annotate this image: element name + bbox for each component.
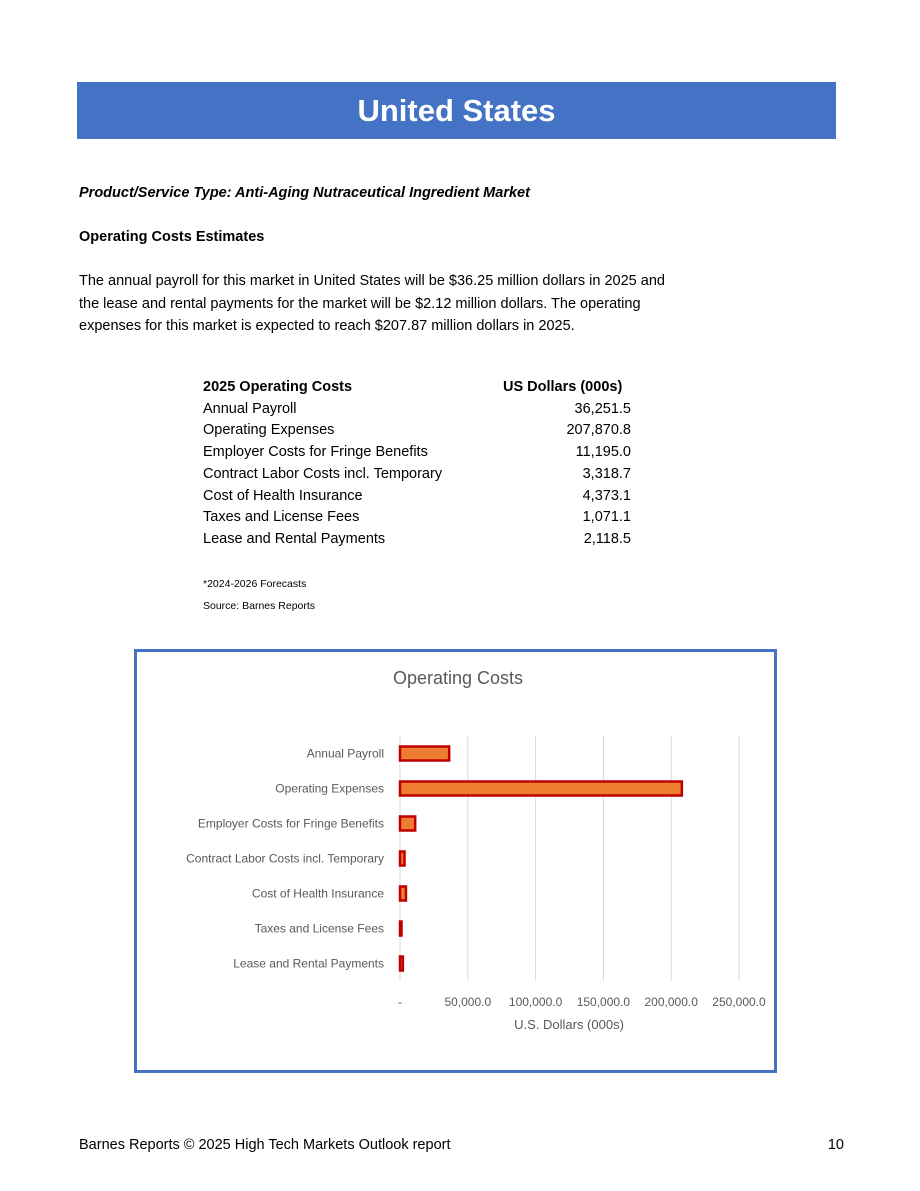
category-label: Employer Costs for Fringe Benefits: [197, 816, 384, 831]
bar: [400, 852, 405, 866]
table-header-row: [203, 377, 631, 399]
row-label: Annual Payroll: [203, 400, 297, 417]
bar: [400, 887, 406, 901]
table-row: [203, 529, 631, 551]
row-value: 36,251.5: [574, 400, 631, 417]
table-row: [203, 442, 631, 464]
page-number: 10: [827, 1137, 844, 1153]
summary-line: The annual payroll for this market in United States will be $36.25 million dollars in 2025 and: [79, 273, 665, 289]
chart-title: Operating Costs: [392, 668, 524, 688]
bar: [400, 817, 415, 831]
table-header-value: US Dollars (000s): [503, 379, 623, 395]
chart-x-axis-label: U.S. Dollars (000s): [514, 1017, 624, 1032]
operating-costs-chart: [134, 649, 777, 1073]
table-header-label: 2025 Operating Costs: [203, 379, 353, 395]
section-heading: Operating Costs Estimates: [79, 229, 265, 245]
page-title: United States: [357, 92, 556, 128]
operating-costs-table: [203, 377, 631, 551]
row-value: 2,118.5: [583, 530, 631, 547]
x-tick-label: -: [398, 995, 402, 1009]
category-label: Annual Payroll: [306, 746, 384, 761]
row-label: Contract Labor Costs incl. Temporary: [203, 465, 443, 482]
category-label: Cost of Health Insurance: [251, 886, 384, 901]
table-row: [203, 420, 631, 442]
x-tick-label: 150,000.0: [576, 995, 631, 1009]
row-value: 207,870.8: [566, 422, 631, 439]
summary-paragraph: [79, 270, 719, 338]
row-value: 11,195.0: [575, 444, 631, 461]
x-tick-label: 250,000.0: [712, 995, 766, 1009]
summary-line: expenses for this market is expected to reach $207.87 million dollars in 2025.: [79, 318, 575, 334]
footer-text: Barnes Reports © 2025 High Tech Markets Outlook report: [79, 1137, 451, 1153]
product-type: Product/Service Type: Anti-Aging Nutraceutical Ingredient Market: [79, 185, 530, 201]
table-row: [203, 507, 631, 529]
x-tick-label: 100,000.0: [508, 995, 563, 1009]
bar: [400, 957, 403, 971]
row-label: Operating Expenses: [203, 422, 335, 439]
table-row: [203, 399, 631, 421]
bar: [400, 922, 402, 936]
row-label: Lease and Rental Payments: [203, 530, 386, 547]
row-label: Cost of Health Insurance: [203, 487, 363, 504]
row-value: 1,071.1: [582, 509, 631, 526]
category-label: Operating Expenses: [275, 781, 384, 796]
x-tick-label: 50,000.0: [444, 995, 492, 1009]
forecast-note: *2024-2026 Forecasts: [203, 578, 307, 590]
row-label: Taxes and License Fees: [203, 509, 360, 526]
row-value: 3,318.7: [582, 465, 631, 482]
table-row: [203, 486, 631, 508]
category-label: Taxes and License Fees: [254, 921, 384, 936]
table-row: [203, 464, 631, 486]
chart-svg: [137, 652, 774, 1070]
category-label: Lease and Rental Payments: [233, 956, 384, 971]
row-value: 4,373.1: [582, 487, 631, 504]
summary-line: the lease and rental payments for the market will be $2.12 million dollars. The operating: [79, 295, 641, 312]
x-tick-label: 200,000.0: [644, 995, 698, 1009]
source-note: Source: Barnes Reports: [203, 600, 316, 612]
category-label: Contract Labor Costs incl. Temporary: [186, 851, 384, 866]
row-label: Employer Costs for Fringe Benefits: [203, 444, 428, 461]
bar: [400, 782, 682, 796]
bar: [400, 747, 449, 761]
page-title-banner: [77, 82, 836, 139]
